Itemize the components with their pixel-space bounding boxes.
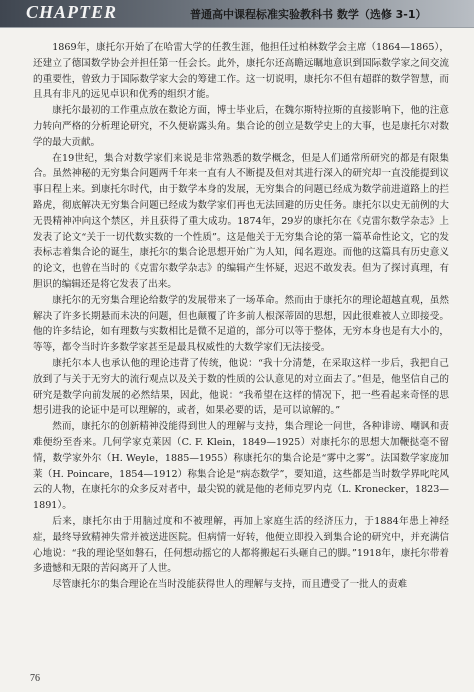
page-number: 76 (30, 673, 40, 684)
chapter-label: CHAPTER (26, 2, 118, 22)
book-title: 普通高中课程标准实验教科书 数学（选修 3-1） (190, 8, 427, 21)
paragraph: 在19世纪，集合对数学家们来说是非常熟悉的数学概念，但是人们通常所研究的都是有限集合。虽然神秘的无穷集合问题两千年来一直有人不断提及但对其进行深入的研究却一直没能提到议事日程上来。到康托尔时代，由于数学本身的发展，无穷集合的问题已经成为数学前进道路上的拦路虎，彻底解决无穷集合问题已经成为数学家们再也无法回避的历史任务。康托尔以史无前例的大无畏精神冲向这个禁区，并且获得了重大成功。1874年，29岁的康托尔在《克雷尔数学杂志》上发表了论文“关于一切代数实数的一个性质”。这是他关于无穷集合论的第一篇革命性论文，它的发表标志着集合论的诞生，康托尔的集合论思想开始广为人知，闻名遐迩。而他的这篇具有历史意义的论文，也曾在当时的《克雷尔数学杂志》的编辑产生怀疑，迟迟不敢发表。但为了探讨真理，有胆识的编辑还是将它发表了出来。 (33, 152, 449, 290)
page-header (0, 0, 474, 28)
paragraph: 尽管康托尔的集合理论在当时没能获得世人的理解与支持，而且遭受了一批人的责难 (52, 579, 408, 591)
paragraph: 康托尔最初的工作重点放在数论方面，博士毕业后，在魏尔斯特拉斯的直接影响下，他的注意力转向严格的分析理论研究，不久便崭露头角。集合论的创立是数学史上的大事，也是康托尔对数学的最大贡献。 (33, 105, 449, 148)
paragraph: 康托尔本人也承认他的理论违背了传统，他说：“我十分清楚，在采取这样一步后，我把自己放到了与关于无穷大的流行观点以及关于数的性质的公认意见的对立面去了。”但是，他坚信自己的研究是数学向前发展的必然结果，因此，他说：“我希望在这样的情况下，把一些看起来奇怪的思想引进我的论证中是可以理解的，或者，如果必要的话，是可以谅解的。” (33, 357, 449, 417)
paragraph: 康托尔的无穷集合理论给数学的发展带来了一场革命。然而由于康托尔的理论超越直观，虽然解决了许多长期悬而未决的问题，但也颠覆了许多前人根深蒂固的思想，因此很难被人立即接受。他的许多结论，如有理数与实数相比是微不足道的，部分可以等于整体，无穷本身也是有大小的，等等，都令当时许多数学家甚至是最具权威性的大数学家们无法接受。 (33, 294, 449, 354)
paragraph: 后来，康托尔由于用脑过度和不被理解，再加上家庭生活的经济压力，于1884年患上神经症，最终导致精神失常并被送进医院。但病情一好转，他便立即投入到集合论的研究中，并充满信心地说：“我的理论坚如磐石，任何想动摇它的人都将搬起石头砸自己的脚。”1918年，康托尔带着多遗憾和无限的苦闷离开了人世。 (33, 515, 449, 575)
paragraph: 然而，康托尔的创新精神没能得到世人的理解与支持，集合理论一问世，各种诽谤、嘲讽和责难便纷至沓来。几何学家克莱因（C. F. Klein，1849—1925）对康托尔的思想大加鞭挞毫不留情，数学家外尔（H. Weyle，1885—1955）称康托尔的集合论是“雾中之雾”。法国数学家庞加莱（H. Poincare，1854—1912）称集合论是“病态数学”，要知道，这些都是当时数学界叱咤风云的人物，在康托尔的众多反对者中，最尖锐的就是他的老师克罗内克（L. Kronecker，1823—1891）。 (33, 421, 449, 512)
paragraph: 1869年，康托尔开始了在哈雷大学的任教生涯，他担任过柏林数学会主席（1864—1865），还建立了德国数学协会并担任第一任会长。此外，康托尔还高瞻远瞩地意识到国际数学家之间交流的重要性，曾致力于国际数学家大会的筹建工作。这一切说明，康托尔不但有超群的数学智慧，而且具有非凡的远见卓识和优秀的组织才能。 (33, 42, 449, 101)
article-body (33, 40, 449, 650)
